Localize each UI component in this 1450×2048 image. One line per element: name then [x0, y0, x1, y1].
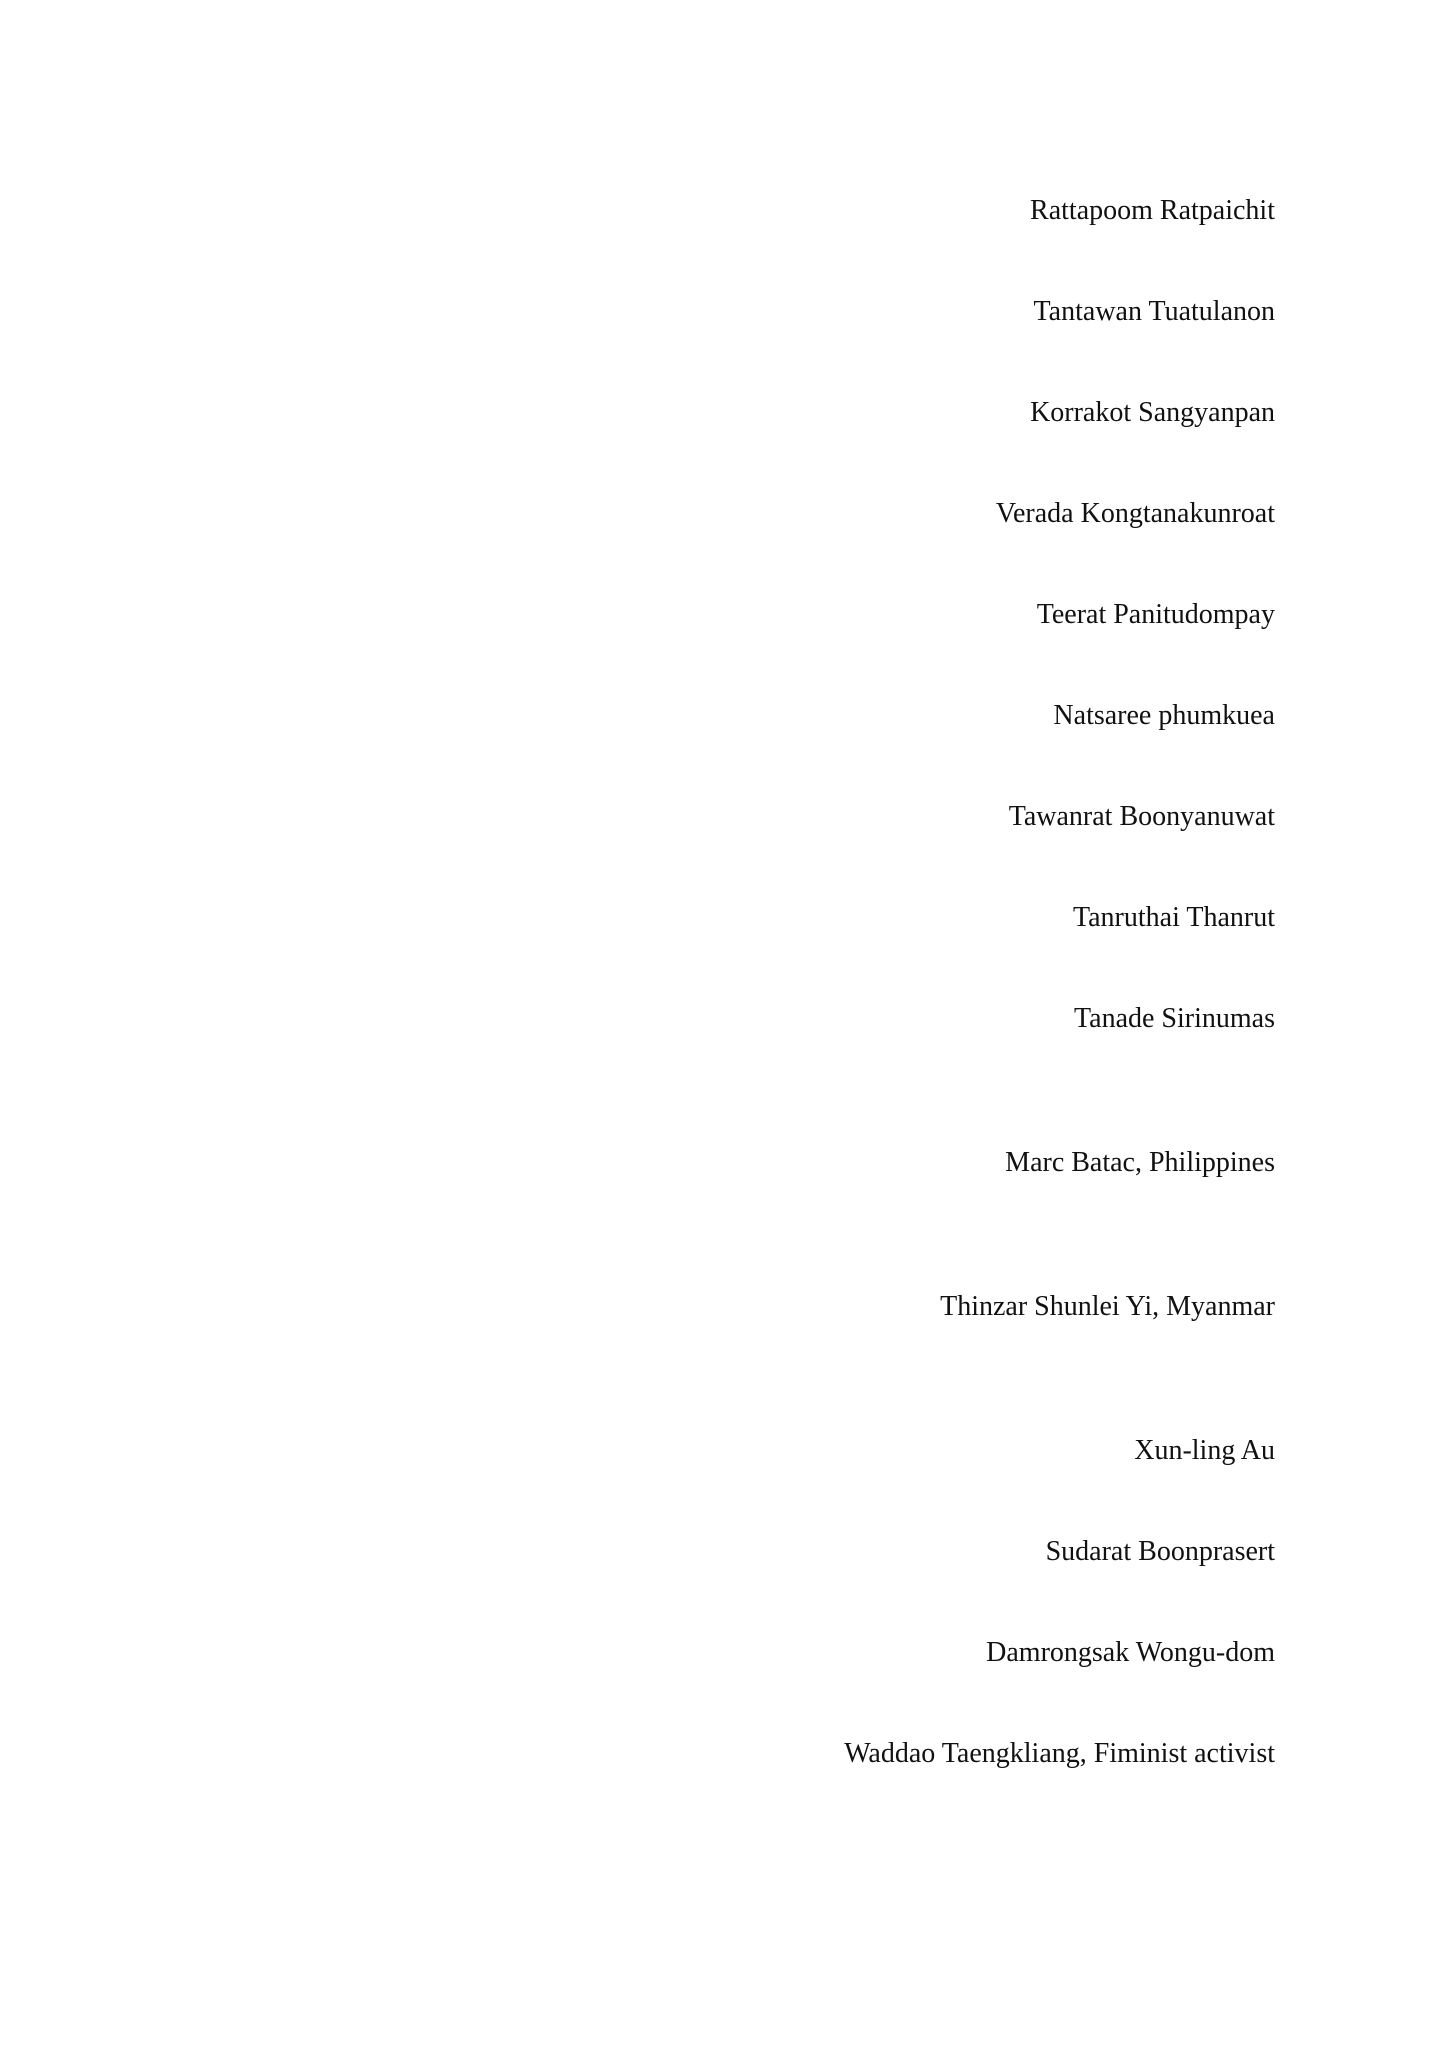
signatory-name: Tawanrat Boonyanuwat [1008, 801, 1275, 832]
signatory-name: Sudarat Boonprasert [1045, 1536, 1275, 1567]
signatory-name: Damrongsak Wongu-dom [986, 1637, 1275, 1668]
signatory-name: Verada Kongtanakunroat [995, 498, 1275, 529]
signatory-name: Teerat Panitudompay [1036, 599, 1275, 630]
signatory-name: Rattapoom Ratpaichit [1030, 195, 1275, 226]
signatory-name: Tantawan Tuatulanon [1033, 296, 1275, 327]
signatory-name: Thinzar Shunlei Yi, Myanmar [940, 1291, 1275, 1322]
signatory-name: Korrakot Sangyanpan [1030, 397, 1275, 428]
signatory-name: Tanade Sirinumas [1074, 1003, 1275, 1034]
signatory-name: Natsaree phumkuea [1053, 700, 1275, 731]
signatory-name: Tanruthai Thanrut [1072, 902, 1275, 933]
signatory-name: Waddao Taengkliang, Fiminist activist [844, 1738, 1275, 1769]
signatory-name: Xun-ling Au [1134, 1435, 1275, 1466]
signatory-name: Marc Batac, Philippines [1005, 1147, 1275, 1178]
